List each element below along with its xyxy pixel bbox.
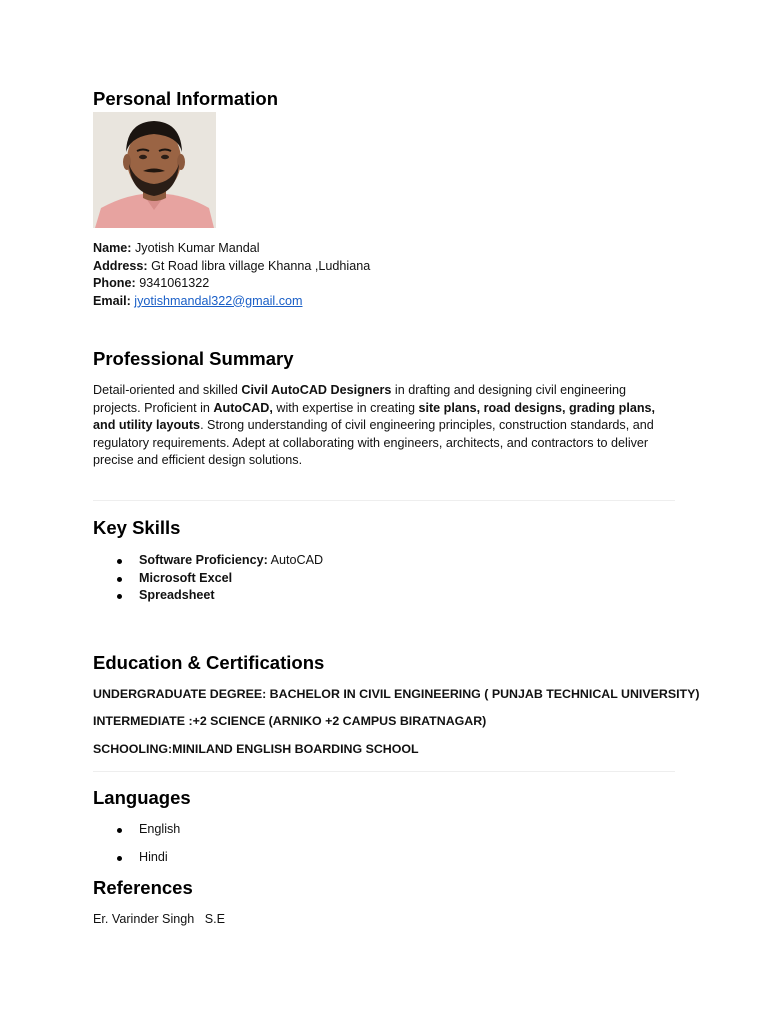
section-heading-personal: Personal Information — [93, 88, 279, 109]
education-item: UNDERGRADUATE DEGREE: BACHELOR IN CIVIL ENGINEERING ( PUNJAB TECHNICAL UNIVERSITY) — [93, 687, 700, 701]
contact-details — [93, 240, 370, 310]
section-heading-summary: Professional Summary — [93, 348, 294, 369]
contact-address: Address: Gt Road libra village Khanna ,Ludhiana — [93, 258, 371, 273]
email-link[interactable]: jyotishmandal322@gmail.com — [134, 293, 303, 308]
education-item: INTERMEDIATE :+2 SCIENCE (ARNIKO +2 CAMPUS BIRATNAGAR) — [93, 714, 487, 728]
section-heading-languages: Languages — [93, 787, 191, 808]
reference-entry: Er. Varinder Singh S.E — [93, 912, 226, 926]
section-heading-education: Education & Certifications — [93, 652, 325, 673]
contact-phone: Phone: 9341061322 — [93, 276, 210, 290]
summary-paragraph: Detail-oriented and skilled Civil AutoCAD Designers in drafting and designing civil engineering projects. Proficient in AutoCAD, with expertise in creating site plans, road designs, grading plans, and utility layouts. Strong understanding of civil engineering principles, construction standards, and regulatory requirements. Adept at collaborating with engineers, architects, and contractors to deliver precise and efficient design solutions. — [93, 383, 656, 467]
skills-list — [93, 552, 323, 605]
contact-name: Name: Jyotish Kumar Mandal — [93, 241, 260, 255]
divider — [93, 771, 675, 772]
section-heading-references: References — [93, 877, 193, 898]
profile-photo — [93, 112, 216, 228]
language-item: English — [93, 821, 180, 839]
contact-email: Email: jyotishmandal322@gmail.com — [93, 293, 303, 308]
language-item: Hindi — [93, 849, 180, 867]
divider — [93, 500, 675, 501]
languages-list — [93, 821, 180, 866]
section-heading-skills: Key Skills — [93, 517, 181, 538]
skill-item: Spreadsheet — [93, 587, 323, 605]
skill-item: Microsoft Excel — [93, 570, 323, 588]
education-item: SCHOOLING:MINILAND ENGLISH BOARDING SCHOOL — [93, 742, 419, 756]
skill-item: Software Proficiency: AutoCAD — [93, 552, 323, 570]
